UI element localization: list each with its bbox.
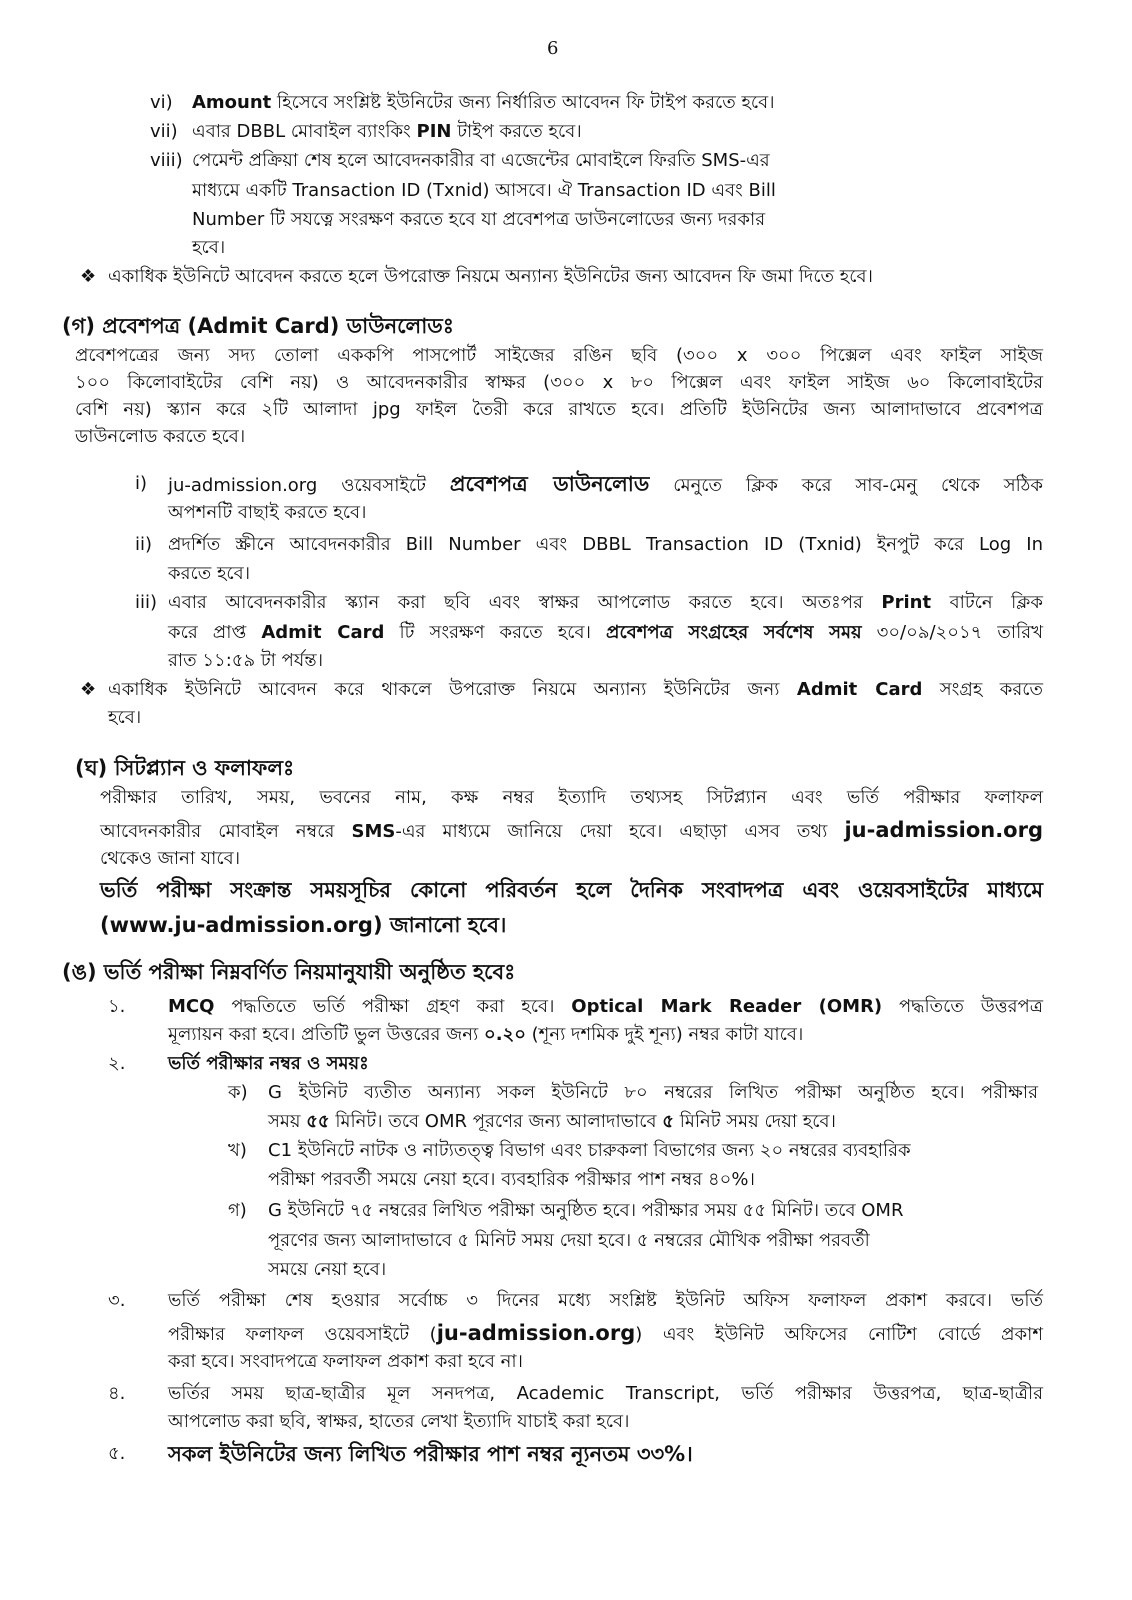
bold-text: Print xyxy=(881,592,932,613)
text-line xyxy=(168,1320,1043,1348)
text-run: মিনিট সময় দেয়া হবে। xyxy=(673,1111,836,1132)
list-marker: iii) xyxy=(135,592,158,613)
bold-text: ju-admission.org xyxy=(844,818,1043,842)
heading-text: সকল ইউনিটের জন্য লিখিত পরীক্ষার পাশ নম্বর ন্যূনতম ৩৩%। xyxy=(168,1442,693,1466)
text-line xyxy=(168,620,1043,646)
bold-text: Optical Mark Reader (OMR) xyxy=(571,996,883,1017)
text-line xyxy=(268,1257,386,1283)
text-run: G ইউনিটে ৭৫ নম্বরের লিখিত পরীক্ষা অনুষ্ঠিত হবে। পরীক্ষার সময় ৫৫ মিনিট। তবে OMR xyxy=(268,1200,904,1221)
text-run: করে প্রাপ্ত xyxy=(168,622,262,643)
text-run: ডাউনলোড করতে হবে। xyxy=(75,426,246,447)
text-line xyxy=(100,817,1043,845)
text-run: বাটনে ক্লিক xyxy=(931,592,1043,613)
bold-text: ০.২০ xyxy=(483,1024,526,1045)
list-marker: ৫. xyxy=(108,1443,126,1464)
text-run: পূরণের জন্য আলাদাভাবে ৫ মিনিট সময় দেয়া হবে। ৫ নম্বরের মৌখিক পরীক্ষা পরবর্তী xyxy=(268,1230,870,1251)
text-run: হবে। xyxy=(108,707,142,728)
text-line xyxy=(100,912,506,940)
text-line xyxy=(168,1051,369,1077)
text-line xyxy=(192,178,776,204)
text-line xyxy=(268,1198,903,1224)
text-run: G ইউনিট ব্যতীত অন্যান্য সকল ইউনিটে ৮০ নম্বরের লিখিত পরীক্ষা অনুষ্ঠিত হবে। পরীক্ষার xyxy=(268,1082,1038,1103)
text-run: আবেদনকারীর মোবাইল নম্বরে xyxy=(100,821,352,842)
text-run: পেমেন্ট প্রক্রিয়া শেষ হলে আবেদনকারীর বা এজেন্টের মোবাইলে ফিরতি SMS-এর xyxy=(192,150,770,171)
heading-text: (ঙ) ভর্তি পরীক্ষা নিম্নবর্ণিত নিয়মানুযায়ী অনুষ্ঠিত হবেঃ xyxy=(62,960,516,984)
text-line xyxy=(108,264,873,290)
text-line xyxy=(100,846,240,872)
text-run: ভর্তির সময় ছাত্র-ছাত্রীর মূল সনদপত্র, Academic Transcript, ভর্তি পরীক্ষার উত্তরপত্র, ছাত্র-ছাত্রীর xyxy=(168,1383,1043,1404)
list-marker: ৪. xyxy=(108,1383,126,1404)
text-run: আপলোড করা ছবি, স্বাক্ষর, হাতের লেখা ইত্যাদি যাচাই করা হবে। xyxy=(168,1411,630,1432)
text-line xyxy=(168,500,366,526)
text-line xyxy=(100,877,1043,905)
heading-text: ভর্তি পরীক্ষা সংক্রান্ত সময়সূচির কোনো পরিবর্তন হলে দৈনিক সংবাদপত্র এবং ওয়েবসাইটের মাধ্যমে xyxy=(100,878,1043,902)
list-marker: গ) xyxy=(228,1200,247,1221)
text-line xyxy=(75,424,245,450)
text-run: সংগ্রহ করতে xyxy=(922,679,1043,700)
bold-text: প্রবেশপত্র সংগ্রহের সর্বশেষ সময় xyxy=(606,622,862,643)
list-marker: vii) xyxy=(150,121,178,142)
text-line xyxy=(168,1022,803,1048)
text-line xyxy=(192,148,770,174)
list-marker: i) xyxy=(135,473,148,494)
text-run: হিসেবে সংশ্লিষ্ট ইউনিটের জন্য নির্ধারিত আবেদন ফি টাইপ করতে হবে। xyxy=(271,92,775,113)
text-run: করতে হবে। xyxy=(168,563,251,584)
bold-text: ৫৫ xyxy=(306,1111,330,1132)
text-run: একাধিক ইউনিটে আবেদন করতে হলে উপরোক্ত নিয়মে অন্যান্য ইউনিটের জন্য আবেদন ফি জমা দিতে হবে। xyxy=(108,266,873,287)
text-line xyxy=(192,90,775,116)
text-run: Number টি সযত্নে সংরক্ষণ করতে হবে যা প্রবেশপত্র ডাউনলোডের জন্য দরকার xyxy=(192,209,766,230)
bold-text: Amount xyxy=(192,92,272,113)
text-run: মাধ্যমে একটি Transaction ID (Txnid) আসবে। ঐ Transaction ID এবং Bill xyxy=(192,180,776,201)
text-line xyxy=(168,1441,693,1469)
bold-text: Admit Card xyxy=(796,679,923,700)
bold-text: ভর্তি পরীক্ষার নম্বর ও সময়ঃ xyxy=(168,1053,369,1074)
text-line xyxy=(62,313,454,341)
list-marker: vi) xyxy=(150,92,173,113)
text-line xyxy=(268,1109,836,1135)
text-run: পদ্ধতিতে ভর্তি পরীক্ষা গ্রহণ করা হবে। xyxy=(214,996,572,1017)
text-run: পদ্ধতিতে উত্তরপত্র xyxy=(882,996,1044,1017)
text-line xyxy=(192,119,582,145)
bold-text: PIN xyxy=(416,121,452,142)
text-line xyxy=(168,532,1043,558)
text-run: মেনুতে ক্লিক করে সাব-মেনু থেকে সঠিক xyxy=(649,475,1043,496)
text-line xyxy=(62,959,515,987)
text-line xyxy=(268,1228,870,1254)
text-line xyxy=(75,370,1043,396)
text-run: (শূন্য দশমিক দুই শূন্য) নম্বর কাটা যাবে। xyxy=(525,1024,804,1045)
text-line xyxy=(75,397,1043,423)
text-line xyxy=(268,1080,1038,1106)
bold-text: ju-admission.org xyxy=(436,1321,636,1345)
bold-text: ৫ xyxy=(662,1111,674,1132)
bold-text: MCQ xyxy=(168,996,215,1017)
text-run: বেশি নয়) স্ক্যান করে ২টি আলাদা jpg ফাইল তৈরী করে রাখতে হবে। প্রতিটি ইউনিটের জন্য আলাদাভাবে প্রবেশপত্র xyxy=(75,399,1043,420)
text-run: প্রবেশপত্রের জন্য সদ্য তোলা এককপি পাসপোর্ট সাইজের রঙিন ছবি (৩০০ x ৩০০ পিক্সেল এবং ফাইল সাইজ xyxy=(75,345,1043,366)
text-line xyxy=(192,235,225,261)
text-run: সময়ে নেয়া হবে। xyxy=(268,1259,387,1280)
text-run: C1 ইউনিটে নাটক ও নাট্যতত্ত্ব বিভাগ এবং চারুকলা বিভাগের জন্য ২০ নম্বরের ব্যবহারিক xyxy=(268,1140,911,1161)
text-run: এবার আবেদনকারীর স্ক্যান করা ছবি এবং স্বাক্ষর আপলোড করতে হবে। অতঃপর xyxy=(168,592,882,613)
text-run: টি সংরক্ষণ করতে হবে। xyxy=(384,622,607,643)
text-run: একাধিক ইউনিটে আবেদন করে থাকলে উপরোক্ত নিয়মে অন্যান্য ইউনিটের জন্য xyxy=(108,679,797,700)
text-line xyxy=(168,1381,1043,1407)
text-run: থেকেও জানা যাবে। xyxy=(100,848,241,869)
heading-text: (গ) প্রবেশপত্র (Admit Card) ডাউনলোডঃ xyxy=(62,314,454,338)
text-run: রাত ১১:৫৯ টা পর্যন্ত। xyxy=(168,650,324,671)
text-line xyxy=(75,755,294,783)
text-run: করা হবে। সংবাদপত্রে ফলাফল প্রকাশ করা হবে না। xyxy=(168,1351,523,1372)
text-line xyxy=(168,1288,1043,1314)
bullet-icon: ❖ xyxy=(80,679,97,700)
text-run: প্রদর্শিত স্ক্রীনে আবেদনকারীর Bill Number এবং DBBL Transaction ID (Txnid) ইনপুট করে Log In xyxy=(168,534,1043,555)
text-line xyxy=(168,994,1043,1020)
text-run: ১০০ কিলোবাইটের বেশি নয়) ও আবেদনকারীর স্বাক্ষর (৩০০ x ৮০ পিক্সেল এবং ফাইল সাইজ ৬০ কিলোবাইটের xyxy=(75,372,1043,393)
text-run: ভর্তি পরীক্ষা শেষ হওয়ার সর্বোচ্চ ৩ দিনের মধ্যে সংশ্লিষ্ট ইউনিট অফিস ফলাফল প্রকাশ করবে। ভর্তি xyxy=(168,1290,1043,1311)
text-run: এবার DBBL মোবাইল ব্যাংকিং xyxy=(192,121,417,142)
list-marker: ১. xyxy=(108,996,126,1017)
text-run: অপশনটি বাছাই করতে হবে। xyxy=(168,502,367,523)
text-line xyxy=(108,705,141,731)
text-line xyxy=(168,471,1043,499)
text-run: ৩০/০৯/২০১৭ তারিখ xyxy=(861,622,1044,643)
list-marker: ২. xyxy=(108,1053,126,1074)
text-line xyxy=(168,561,250,587)
heading-text: (www.ju-admission.org) জানানো হবে। xyxy=(100,913,507,937)
list-marker: ৩. xyxy=(108,1290,126,1311)
bullet-icon: ❖ xyxy=(80,266,97,287)
page-number: 6 xyxy=(547,38,559,59)
bold-text: SMS xyxy=(351,821,396,842)
text-line xyxy=(168,1409,629,1435)
text-run: পরীক্ষার ফলাফল ওয়েবসাইটে ( xyxy=(168,1324,437,1345)
text-line xyxy=(100,785,1043,811)
bold-text: প্রবেশপত্র ডাউনলোড xyxy=(449,472,650,496)
text-line xyxy=(268,1167,755,1193)
text-run: ) এবং ইউনিট অফিসের নোটিশ বোর্ডে প্রকাশ xyxy=(635,1324,1043,1345)
text-run: -এর মাধ্যমে জানিয়ে দেয়া হবে। এছাড়া এসব তথ্য xyxy=(395,821,845,842)
bold-text: Admit Card xyxy=(261,622,385,643)
text-run: টাইপ করতে হবে। xyxy=(451,121,582,142)
list-marker: খ) xyxy=(228,1140,247,1161)
text-line xyxy=(168,648,323,674)
text-line xyxy=(108,677,1043,703)
text-run: হবে। xyxy=(192,237,226,258)
text-run: পরীক্ষা পরবর্তী সময়ে নেয়া হবে। ব্যবহারিক পরীক্ষার পাশ নম্বর ৪০%। xyxy=(268,1169,755,1190)
text-line xyxy=(268,1138,911,1164)
text-line xyxy=(192,207,765,233)
text-line xyxy=(168,1349,523,1375)
heading-text: (ঘ) সিটপ্ল্যান ও ফলাফলঃ xyxy=(75,756,295,780)
list-marker: ii) xyxy=(135,534,153,555)
text-line xyxy=(168,590,1043,616)
text-run: মূল্যায়ন করা হবে। প্রতিটি ভুল উত্তরের জন্য xyxy=(168,1024,484,1045)
text-run: পরীক্ষার তারিখ, সময়, ভবনের নাম, কক্ষ নম্বর ইত্যাদি তথ্যসহ সিটপ্ল্যান এবং ভর্তি পরীক্ষার ফলাফল xyxy=(100,787,1043,808)
text-run: ju-admission.org ওয়েবসাইটে xyxy=(168,475,450,496)
list-marker: ক) xyxy=(228,1082,248,1103)
text-run: মিনিট। তবে OMR পূরণের জন্য আলাদাভাবে xyxy=(329,1111,663,1132)
text-line xyxy=(75,343,1043,369)
text-run: সময় xyxy=(268,1111,307,1132)
list-marker: viii) xyxy=(150,150,183,171)
